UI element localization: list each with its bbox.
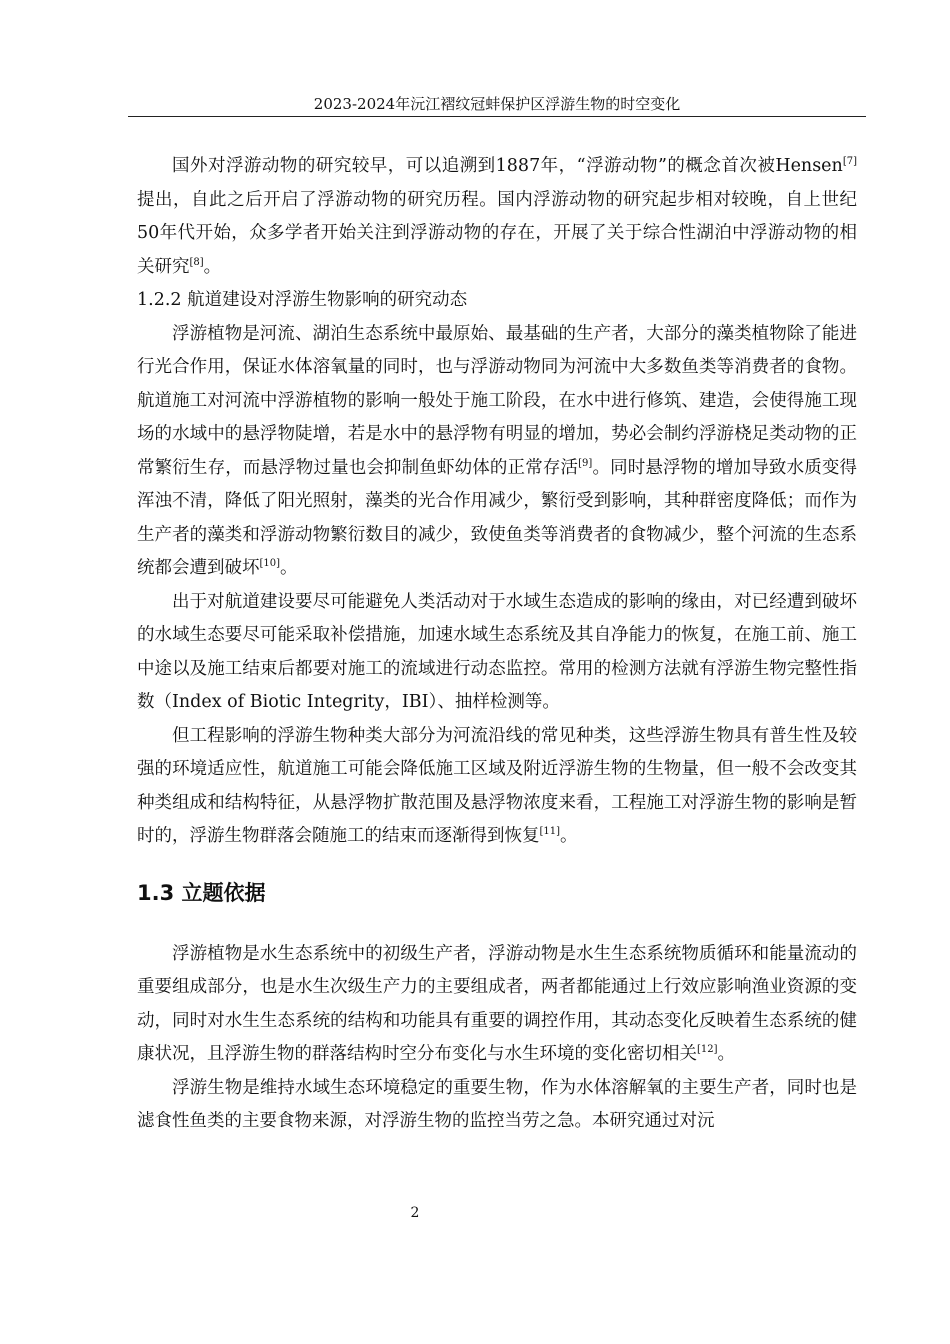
text: 。 [280, 558, 298, 578]
citation-10: [10] [259, 558, 281, 570]
citation-9: [9] [578, 457, 593, 469]
text: 国外对浮游动物的研究较早，可以追溯到1887年，“浮游动物”的概念首次被Hensen [172, 156, 843, 176]
text: 。同时悬浮物的增加导致水质变得浑浊不清，降低了阳光照射，藻类的光合作用减少，繁衍受到影响，其种群密度降低；而作为生产者的藻类和浮游动物繁衍数目的减少，致使鱼类等消费者的食物减少，整个河流的生态系统都会遭到破坏 [137, 457, 857, 578]
page-body [137, 150, 857, 1139]
citation-12: [12] [697, 1044, 718, 1056]
section-heading-1-3: 1.3 立题依据 [137, 880, 266, 905]
text: 。 [560, 826, 578, 846]
paragraph-rationale-2: 浮游生物是维持水域生态环境稳定的重要生物，作为水体溶解氧的主要生产者，同时也是滤食性鱼类的主要食物来源，对浮游生物的监控当劳之急。本研究通过对沅 [137, 1077, 857, 1131]
paragraph-phytoplankton-impact [137, 318, 857, 586]
paragraph-rationale-1 [137, 938, 857, 1072]
citation-8: [8] [189, 256, 204, 268]
citation-11: [11] [539, 826, 561, 838]
paragraph-temporary-impact [137, 720, 857, 854]
text: 浮游植物是河流、湖泊生态系统中最原始、最基础的生产者，大部分的藻类植物除了能进行光合作用，保证水体溶氧量的同时，也与浮游动物同为河流中大多数鱼类等消费者的食物。航道施工对河流中浮游植物的影响一般处于施工阶段，在水中进行修筑、建造，会使得施工现场的水域中的悬浮物陡增，若是水中的悬浮物有明显的增加，势必会制约浮游桡足类动物的正常繁衍生存，而悬浮物过量也会抑制鱼虾幼体的正常存活 [137, 323, 857, 478]
running-header: 2023-2024年沅江褶纹冠蚌保护区浮游生物的时空变化 [313, 95, 681, 113]
text: 但工程影响的浮游生物种类大部分为河流沿线的常见种类，这些浮游生物具有普生性及较强的环境适应性，航道施工可能会降低施工区域及附近浮游生物的生物量，但一般不会改变其种类组成和结构特征，从悬浮物扩散范围及悬浮物浓度来看，工程施工对浮游生物的影响是暂时的，浮游生物群落会随施工的结束而逐渐得到恢复 [137, 725, 857, 846]
citation-7: [7] [842, 156, 857, 168]
paragraph-zooplankton-history [137, 150, 857, 284]
text: 。 [717, 1044, 736, 1064]
text: 提出，自此之后开启了浮游动物的研究历程。国内浮游动物的研究起步相对较晚，自上世纪50年代开始，众多学者开始关注到浮游动物的存在，开展了关于综合性湖泊中浮游动物的相关研究 [137, 189, 857, 277]
header-rule [128, 116, 866, 117]
paragraph-monitoring: 出于对航道建设要尽可能避免人类活动对于水域生态造成的影响的缘由，对已经遭到破坏的水域生态要尽可能采取补偿措施，加速水域生态系统及其自净能力的恢复，在施工前、施工中途以及施工结束后都要对施工的流域进行动态监控。常用的检测方法就有浮游生物完整性指数（Index of Biotic Integrity，IBI）、抽样检测等。 [137, 591, 857, 712]
text: 。 [203, 256, 222, 277]
text: 浮游植物是水生态系统中的初级生产者，浮游动物是水生生态系统物质循环和能量流动的重要组成部分，也是水生次级生产力的主要组成者，两者都能通过上行效应影响渔业资源的变动，同时对水生生态系统的结构和功能具有重要的调控作用，其动态变化反映着生态系统的健康状况，且浮游生物的群落结构时空分布变化与水生环境的变化密切相关 [137, 943, 857, 1064]
subheading-1-2-2: 1.2.2 航道建设对浮游生物影响的研究动态 [137, 290, 468, 310]
page-number: 2 [410, 1205, 420, 1221]
